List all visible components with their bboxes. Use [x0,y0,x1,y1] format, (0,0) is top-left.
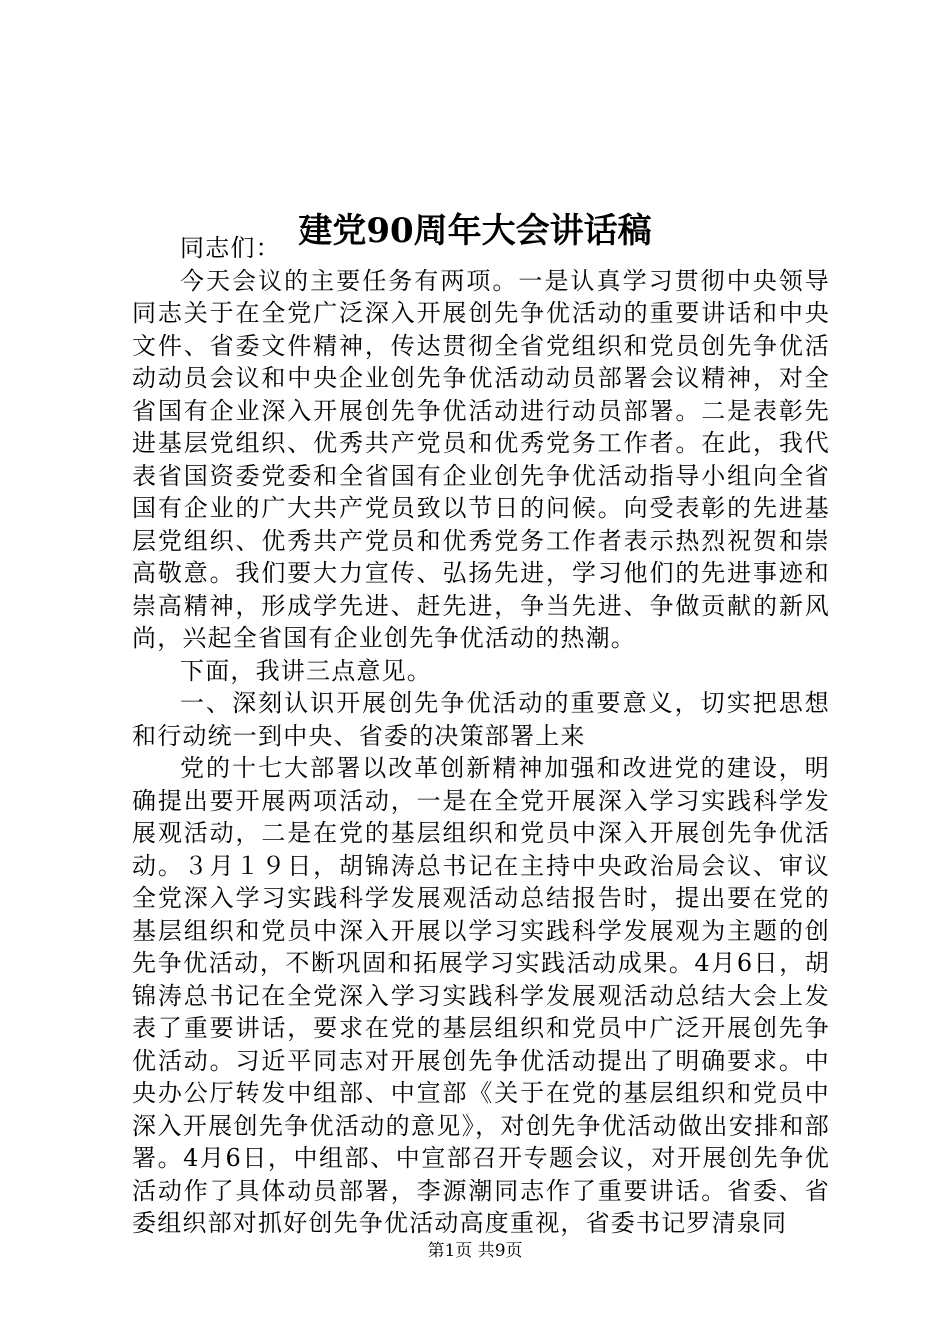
body-paragraph: 党的十七大部署以改革创新精神加强和改进党的建设，明确提出要开展两项活动，一是在全党开展深入学习实践科学发展观活动，二是在党的基层组织和党员中深入开展创先争优活动。３月１９日，胡锦涛总书记在主持中央政治局会议、审议全党深入学习实践科学发展观活动总结报告时，提出要在党的基层组织和党员中深入开展以学习实践科学发展观为主题的创先争优活动，不断巩固和拓展学习实践活动成果。4月6日，胡锦涛总书记在全党深入学习实践科学发展观活动总结大会上发表了重要讲话，要求在党的基层组织和党员中广泛开展创先争优活动。习近平同志对开展创先争优活动提出了明确要求。中央办公厅转发中组部、中宣部《关于在党的基层组织和党员中深入开展创先争优活动的意见》，对创先争优活动做出安排和部署。4月6日，中组部、中宣部召开专题会议，对开展创先争优活动作了具体动员部署，李源潮同志作了重要讲话。省委、省委组织部对抓好创先争优活动高度重视，省委书记罗清泉同 [132,754,830,1237]
document-title: 建党90周年大会讲话稿 [298,210,652,251]
body-paragraph: 今天会议的主要任务有两项。一是认真学习贯彻中央领导同志关于在全党广泛深入开展创先争优活动的重要讲话和中央文件、省委文件精神，传达贯彻全省党组织和党员创先争优活动动员会议和中央企业创先争优活动动员部署会议精神，对全省国有企业深入开展创先争优活动进行动员部署。二是表彰先进基层党组织、优秀共产党员和优秀党务工作者。在此，我代表省国资委党委和全省国有企业创先争优活动指导小组向全省国有企业的广大共产党员致以节日的问候。向受表彰的先进基层党组织、优秀共产党员和优秀党务工作者表示热烈祝贺和崇高敬意。我们要大力宣传、弘扬先进，学习他们的先进事迹和崇高精神，形成学先进、赶先进，争当先进、争做贡献的新风尚，兴起全省国有企业创先争优活动的热潮。 [132,266,830,652]
body-paragraph: 下面，我讲三点意见。 [180,656,432,685]
greeting-paragraph: 同志们： [180,234,281,262]
page-footer: 第1页 共9页 [427,1241,523,1261]
document-body [132,232,830,1240]
section-heading-paragraph: 一、深刻认识开展创先争优活动的重要意义，切实把思想和行动统一到中央、省委的决策部署上来 [132,689,830,750]
